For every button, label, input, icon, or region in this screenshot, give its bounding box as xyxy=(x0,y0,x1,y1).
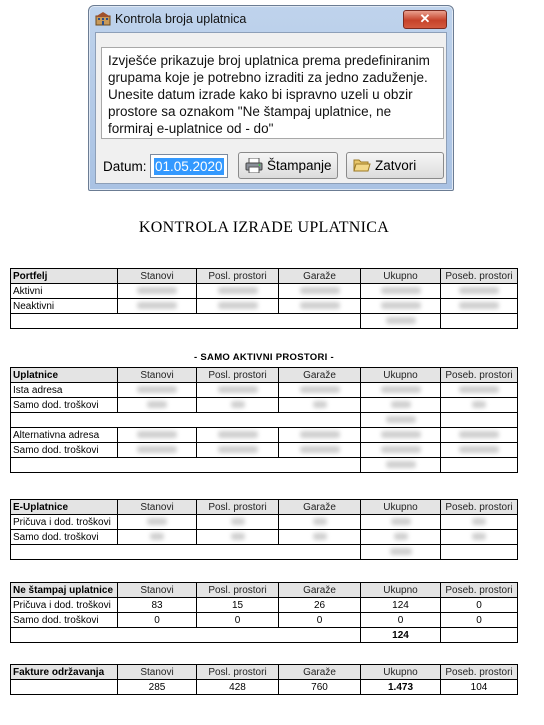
table-cell xyxy=(279,443,361,458)
redacted-value xyxy=(459,386,499,393)
table-cell xyxy=(197,398,279,413)
table-cell xyxy=(197,284,279,299)
table-cell xyxy=(279,515,361,530)
table-row xyxy=(11,530,518,545)
table-cell xyxy=(441,299,518,314)
redacted-value xyxy=(300,431,340,438)
redacted-value xyxy=(313,533,327,540)
table-cell xyxy=(441,284,518,299)
table-cell xyxy=(11,314,361,329)
table-cell xyxy=(11,413,361,428)
row-label: Neaktivni xyxy=(11,299,118,314)
column-header: Posl. prostori xyxy=(197,368,279,383)
redacted-value xyxy=(300,302,340,309)
cell-value: 0 xyxy=(118,613,197,628)
redacted-value xyxy=(381,386,421,393)
redacted-value xyxy=(231,401,245,408)
cell-value: 15 xyxy=(197,598,279,613)
redacted-value xyxy=(300,386,340,393)
column-header: Posl. prostori xyxy=(197,665,279,680)
uplatnice-table xyxy=(10,367,518,473)
table-row xyxy=(11,398,518,413)
column-header: Ukupno xyxy=(361,368,441,383)
total-row xyxy=(11,545,518,560)
table-cell xyxy=(118,443,197,458)
redacted-value xyxy=(313,518,327,525)
redacted-value xyxy=(459,431,499,438)
column-header: Garaže xyxy=(279,269,361,284)
table-cell xyxy=(441,628,518,643)
column-header: Poseb. prostori xyxy=(441,500,518,515)
building-icon xyxy=(95,12,111,26)
table-row xyxy=(11,383,518,398)
table-row xyxy=(11,598,518,613)
report-title: KONTROLA IZRADE UPLATNICA xyxy=(138,219,390,236)
cell-value: 26 xyxy=(279,598,361,613)
euplatnice-table xyxy=(10,499,518,560)
redacted-value xyxy=(231,518,245,525)
table-cell xyxy=(197,530,279,545)
table-cell xyxy=(361,284,441,299)
table-cell xyxy=(118,299,197,314)
table-cell xyxy=(279,398,361,413)
cell-value: 428 xyxy=(197,680,279,695)
table-cell xyxy=(361,398,441,413)
table-header-row xyxy=(11,368,518,383)
cell-value: 0 xyxy=(441,613,518,628)
table-cell xyxy=(279,428,361,443)
cell-value: 83 xyxy=(118,598,197,613)
redacted-value xyxy=(472,518,486,525)
table-header-row xyxy=(11,583,518,598)
redacted-value xyxy=(150,533,164,540)
close-icon[interactable]: ✕ xyxy=(403,10,447,29)
redacted-value xyxy=(394,533,408,540)
table-cell xyxy=(118,383,197,398)
cell-value: 285 xyxy=(118,680,197,695)
redacted-value xyxy=(381,446,421,453)
table-cell xyxy=(11,680,118,695)
cell-value: 0 xyxy=(279,613,361,628)
table-cell xyxy=(361,383,441,398)
redacted-value xyxy=(137,287,177,294)
table-cell xyxy=(279,530,361,545)
table-cell xyxy=(118,284,197,299)
table-cell xyxy=(441,428,518,443)
column-header: Stanovi xyxy=(118,583,197,598)
redacted-value xyxy=(137,386,177,393)
redacted-value xyxy=(218,431,258,438)
table-header-row xyxy=(11,269,518,284)
row-label: Alternativna adresa xyxy=(11,428,118,443)
table-cell xyxy=(361,314,441,329)
table-cell xyxy=(197,383,279,398)
table-cell xyxy=(197,515,279,530)
date-label: Datum: xyxy=(103,159,147,174)
table-cell xyxy=(11,628,361,643)
redacted-value xyxy=(472,533,486,540)
column-header: Posl. prostori xyxy=(197,583,279,598)
table-cell xyxy=(197,443,279,458)
column-header: Stanovi xyxy=(118,269,197,284)
cell-value: 760 xyxy=(279,680,361,695)
table-row xyxy=(11,284,518,299)
column-header: Garaže xyxy=(279,583,361,598)
redacted-value xyxy=(147,401,167,408)
table-cell xyxy=(361,545,441,560)
description-text: Izvješće prikazuje broj uplatnica prema predefiniranim grupama koje je potrebno izraditi za jedno zaduženje. Unesite datum izrade kako bi ispravno uzeli u obzir prostore sa oznakom "Ne štampaj uplatnice, ne formiraj e-uplatnice od - do" xyxy=(101,47,444,139)
table-cell xyxy=(118,530,197,545)
section-header: E-Uplatnice xyxy=(11,500,118,515)
table-cell xyxy=(361,515,441,530)
row-label: Samo dod. troškovi xyxy=(11,530,118,545)
redacted-value xyxy=(390,548,412,555)
table-cell xyxy=(441,545,518,560)
redacted-value xyxy=(147,518,167,525)
cell-value: 0 xyxy=(361,613,441,628)
total-row xyxy=(11,628,518,643)
column-header: Posl. prostori xyxy=(197,269,279,284)
redacted-value xyxy=(218,287,258,294)
table-cell xyxy=(197,428,279,443)
redacted-value xyxy=(459,287,499,294)
subtotal-row xyxy=(11,413,518,428)
print-label: Štampanje xyxy=(267,158,332,173)
row-label: Pričuva i dod. troškovi xyxy=(11,515,118,530)
redacted-value xyxy=(381,431,421,438)
column-header: Poseb. prostori xyxy=(441,665,518,680)
date-input[interactable] xyxy=(150,154,228,178)
fakture-table xyxy=(10,664,518,695)
column-header: Stanovi xyxy=(118,500,197,515)
table-row xyxy=(11,299,518,314)
table-cell xyxy=(441,413,518,428)
redacted-value xyxy=(300,287,340,294)
redacted-value xyxy=(381,302,421,309)
table-header-row xyxy=(11,500,518,515)
table-cell xyxy=(279,299,361,314)
table-header-row xyxy=(11,665,518,680)
portfelj-table xyxy=(10,268,518,329)
redacted-value xyxy=(218,446,258,453)
column-header: Poseb. prostori xyxy=(441,269,518,284)
row-label: Samo dod. troškovi xyxy=(11,398,118,413)
table-cell xyxy=(361,413,441,428)
folder-open-icon xyxy=(353,158,371,173)
section-header: Fakture održavanja xyxy=(11,665,118,680)
dialog-window xyxy=(88,5,454,191)
table-row xyxy=(11,680,518,695)
dialog-title: Kontrola broja uplatnica xyxy=(115,12,247,26)
total-row xyxy=(11,314,518,329)
table-cell xyxy=(279,383,361,398)
date-value: 01.05.2020 xyxy=(155,159,223,174)
row-label: Aktivni xyxy=(11,284,118,299)
close-button[interactable] xyxy=(346,152,444,179)
table-cell xyxy=(118,428,197,443)
cell-value: 124 xyxy=(361,598,441,613)
column-header: Ukupno xyxy=(361,500,441,515)
total-value: 124 xyxy=(361,628,441,643)
column-header: Stanovi xyxy=(118,368,197,383)
table-cell xyxy=(197,299,279,314)
redacted-value xyxy=(386,317,416,324)
table-cell xyxy=(441,443,518,458)
row-label: Samo dod. troškovi xyxy=(11,443,118,458)
table-cell xyxy=(361,428,441,443)
table-cell xyxy=(361,530,441,545)
redacted-value xyxy=(218,386,258,393)
table-cell xyxy=(118,398,197,413)
table-cell xyxy=(279,284,361,299)
row-label: Pričuva i dod. troškovi xyxy=(11,598,118,613)
title-bar[interactable] xyxy=(89,6,453,32)
table-cell xyxy=(441,398,518,413)
redacted-value xyxy=(137,446,177,453)
column-header: Garaže xyxy=(279,368,361,383)
print-button[interactable] xyxy=(238,152,338,179)
section-header: Uplatnice xyxy=(11,368,118,383)
row-label: Samo dod. troškovi xyxy=(11,613,118,628)
table-cell xyxy=(441,314,518,329)
dialog-client xyxy=(95,32,447,184)
column-header: Poseb. prostori xyxy=(441,583,518,598)
column-header: Ukupno xyxy=(361,665,441,680)
table-row xyxy=(11,515,518,530)
redacted-value xyxy=(459,446,499,453)
table-cell xyxy=(361,458,441,473)
table-cell xyxy=(441,530,518,545)
redacted-value xyxy=(391,518,411,525)
close-label: Zatvori xyxy=(375,158,417,173)
cell-value: 104 xyxy=(441,680,518,695)
column-header: Ukupno xyxy=(361,269,441,284)
redacted-value xyxy=(472,401,486,408)
column-header: Posl. prostori xyxy=(197,500,279,515)
column-header: Garaže xyxy=(279,665,361,680)
table-cell xyxy=(441,515,518,530)
redacted-value xyxy=(459,302,499,309)
redacted-value xyxy=(381,287,421,294)
total-row xyxy=(11,458,518,473)
table-cell xyxy=(118,515,197,530)
redacted-value xyxy=(391,401,411,408)
column-header: Stanovi xyxy=(118,665,197,680)
redacted-value xyxy=(137,431,177,438)
column-header: Ukupno xyxy=(361,583,441,598)
section-header: Portfelj xyxy=(11,269,118,284)
section-header: Ne štampaj uplatnice xyxy=(11,583,118,598)
row-label: Ista adresa xyxy=(11,383,118,398)
column-header: Poseb. prostori xyxy=(441,368,518,383)
redacted-value xyxy=(231,533,245,540)
cell-value: 0 xyxy=(441,598,518,613)
cell-value: 0 xyxy=(197,613,279,628)
active-spaces-heading: - SAMO AKTIVNI PROSTORI - xyxy=(194,352,334,363)
cell-value: 1.473 xyxy=(361,680,441,695)
column-header: Garaže xyxy=(279,500,361,515)
redacted-value xyxy=(300,446,340,453)
ne-stampaj-table xyxy=(10,582,518,643)
redacted-value xyxy=(386,416,416,423)
table-cell xyxy=(441,458,518,473)
redacted-value xyxy=(218,302,258,309)
table-cell xyxy=(361,299,441,314)
redacted-value xyxy=(386,461,416,468)
table-row xyxy=(11,443,518,458)
redacted-value xyxy=(313,401,327,408)
table-cell xyxy=(361,443,441,458)
table-cell xyxy=(11,458,361,473)
table-cell xyxy=(11,545,361,560)
table-row xyxy=(11,428,518,443)
printer-icon xyxy=(245,158,263,173)
table-cell xyxy=(441,383,518,398)
table-row xyxy=(11,613,518,628)
redacted-value xyxy=(137,302,177,309)
